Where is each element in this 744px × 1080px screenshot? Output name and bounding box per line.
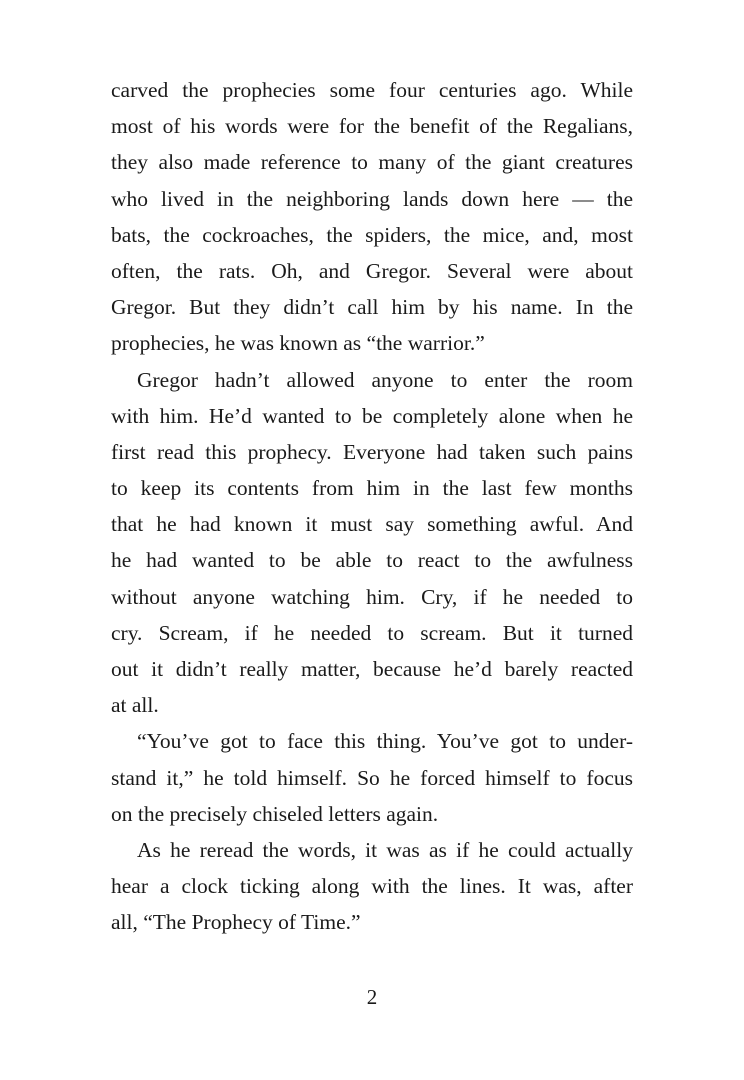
text-line: on the precisely chiseled letters again.	[111, 801, 439, 826]
text-line: out it didn’t really matter, because he’d barely reacted	[111, 657, 633, 681]
text-line: he had wanted to be able to react to the awfulness	[111, 548, 633, 573]
text-line: Gregor hadn’t allowed anyone to enter the room	[137, 367, 633, 392]
text-line: that he had known it must say something awful. And	[111, 512, 633, 537]
text-line: “You’ve got to face this thing. You’ve got to under-	[137, 729, 633, 754]
text-line: without anyone watching him. Cry, if he needed to	[111, 584, 633, 609]
text-line: prophecies, he was known as “the warrior.”	[111, 331, 485, 356]
text-line: often, the rats. Oh, and Gregor. Several were about	[111, 258, 633, 283]
text-line: Gregor. But they didn’t call him by his name. In the	[111, 295, 633, 320]
text-line: with him. He’d wanted to be completely alone when he	[111, 403, 633, 428]
text-line: all, “The Prophecy of Time.”	[111, 910, 361, 935]
text-line: to keep its contents from him in the last few months	[111, 476, 633, 501]
text-line: most of his words were for the benefit of the Regalians,	[111, 114, 633, 139]
body-text	[111, 72, 633, 941]
text-line: at all.	[111, 693, 159, 718]
text-line: first read this prophecy. Everyone had taken such pains	[111, 439, 633, 464]
text-line: cry. Scream, if he needed to scream. But it turned	[111, 620, 633, 645]
text-line: As he reread the words, it was as if he could actually	[137, 837, 633, 862]
text-line: bats, the cockroaches, the spiders, the mice, and, most	[111, 222, 633, 247]
text-line: stand it,” he told himself. So he forced himself to focus	[111, 765, 633, 790]
text-line: carved the prophecies some four centuries ago. While	[111, 78, 633, 102]
text-line: who lived in the neighboring lands down here — the	[111, 186, 633, 211]
page-number: 2	[366, 985, 378, 1009]
text-line: they also made reference to many of the giant creatures	[111, 150, 633, 175]
text-line: hear a clock ticking along with the lines. It was, after	[111, 874, 633, 899]
